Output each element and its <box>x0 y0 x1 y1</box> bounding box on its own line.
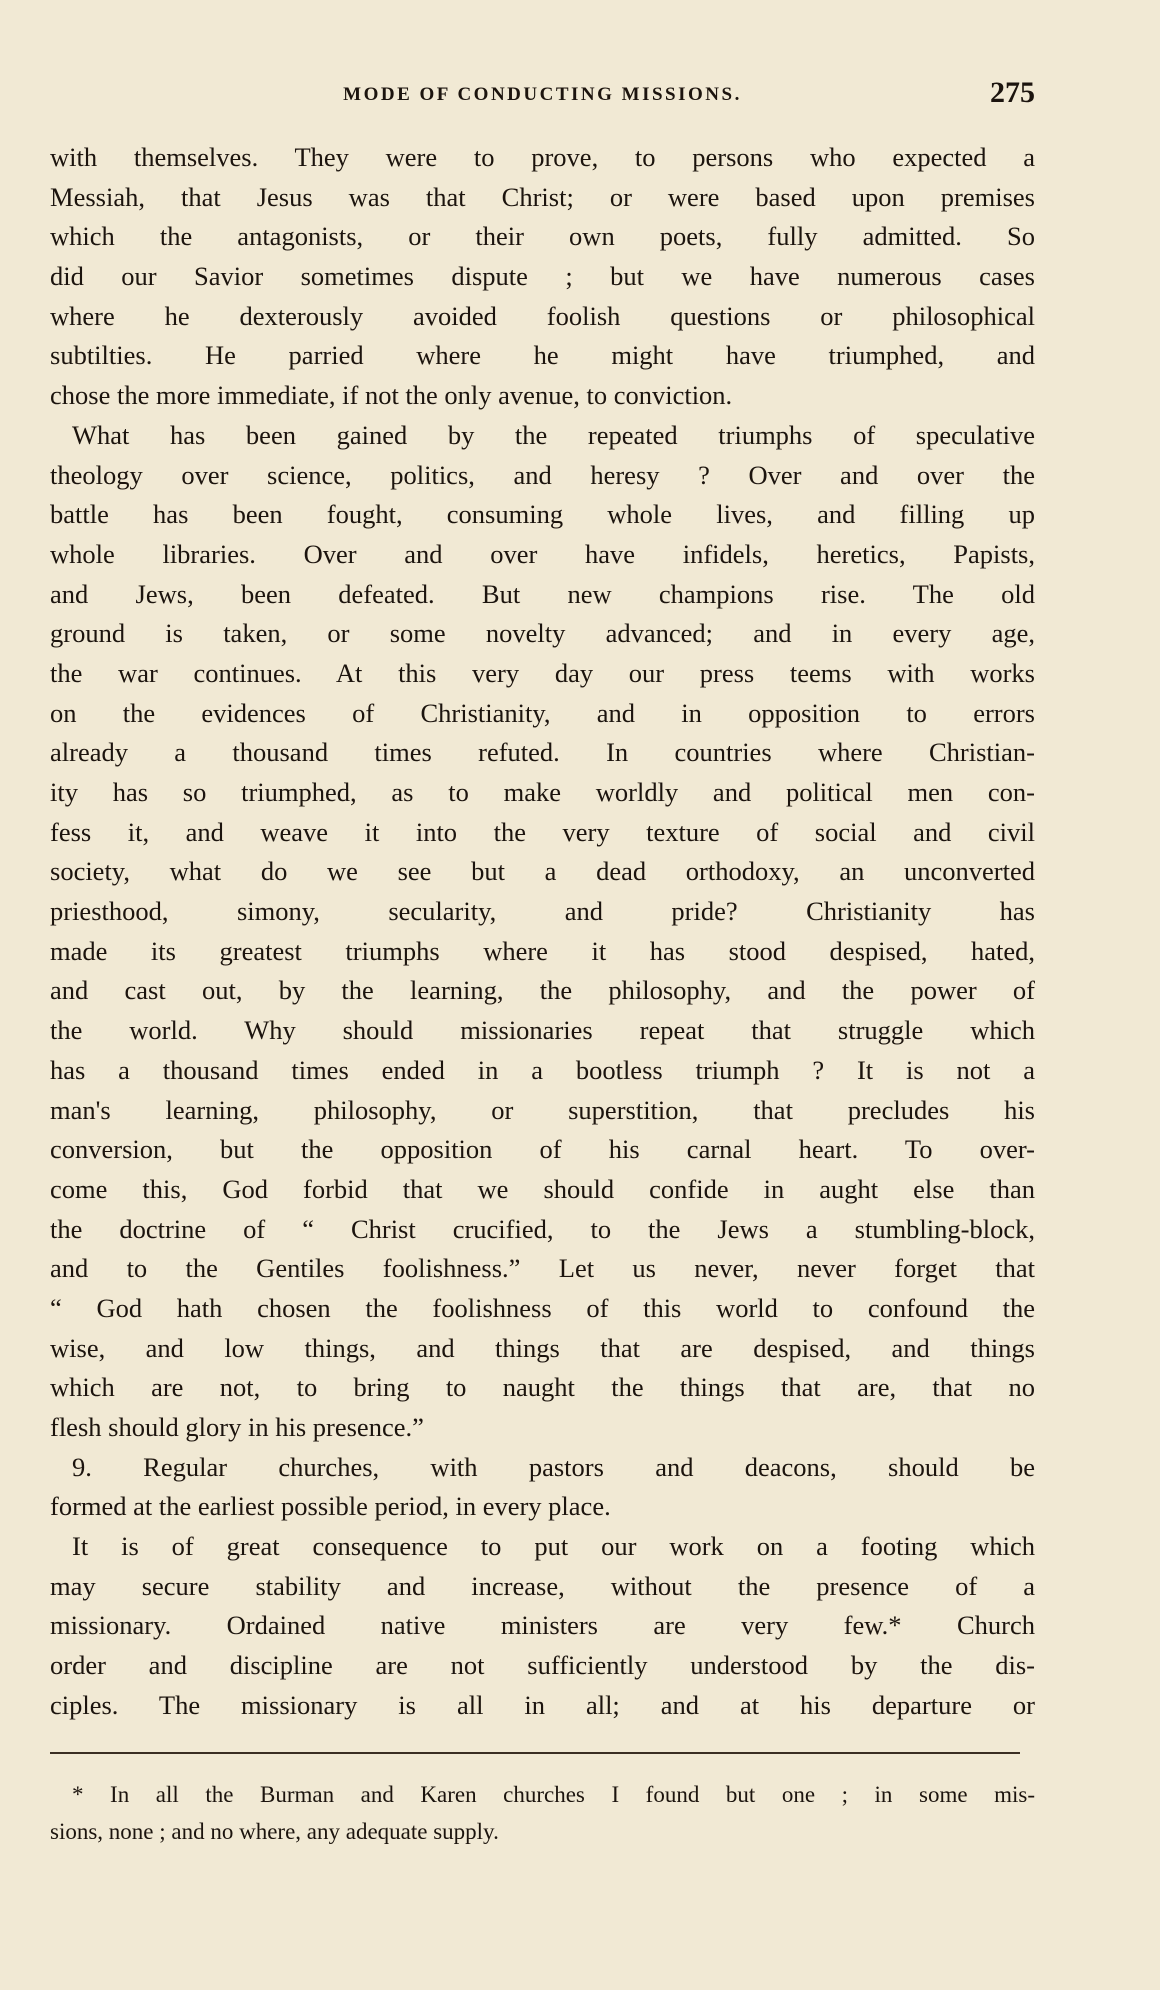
text-line: where he dexterously avoided foolish questions or philosophical <box>50 300 1035 331</box>
text-line: ground is taken, or some novelty advanced; and in every age, <box>50 618 1035 649</box>
text-line: and Jews, been defeated. But new champions rise. The old <box>50 578 1035 609</box>
text-line: What has been gained by the repeated triumphs of speculative <box>72 419 1035 450</box>
text-line: theology over science, politics, and heresy ? Over and over the <box>50 459 1035 490</box>
text-line: on the evidences of Christianity, and in opposition to errors <box>50 697 1035 728</box>
text-line: made its greatest triumphs where it has stood despised, hated, <box>50 935 1035 966</box>
text-line: whole libraries. Over and over have infidels, heretics, Papists, <box>50 538 1035 569</box>
text-line: the doctrine of “ Christ crucified, to the Jews a stumbling-block, <box>50 1213 1035 1244</box>
text-line: conversion, but the opposition of his carnal heart. To over- <box>50 1134 1035 1165</box>
text-line: chose the more immediate, if not the only avenue, to conviction. <box>50 380 733 411</box>
page-number: 275 <box>990 76 1035 109</box>
text-line: which the antagonists, or their own poets, fully admitted. So <box>50 221 1035 252</box>
footnote-rule <box>50 1752 1020 1754</box>
text-line: and to the Gentiles foolishness.” Let us never, never forget that <box>50 1253 1035 1284</box>
text-line: man's learning, philosophy, or superstition, that precludes his <box>50 1094 1035 1125</box>
page-header <box>50 72 1035 112</box>
footnote-line: * In all the Burman and Karen churches I found but one ; in some mis- <box>72 1782 1035 1807</box>
text-line: battle has been fought, consuming whole lives, and filling up <box>50 499 1035 530</box>
text-line: missionary. Ordained native ministers are very few.* Church <box>50 1610 1035 1641</box>
text-line: did our Savior sometimes dispute ; but we have numerous cases <box>50 261 1035 292</box>
text-line: “ God hath chosen the foolishness of this world to confound the <box>50 1292 1035 1323</box>
text-line: Messiah, that Jesus was that Christ; or were based upon premises <box>50 181 1035 212</box>
text-line: may secure stability and increase, without the presence of a <box>50 1570 1035 1601</box>
text-line: has a thousand times ended in a bootless triumph ? It is not a <box>50 1054 1035 1085</box>
text-line: fess it, and weave it into the very texture of social and civil <box>50 816 1035 847</box>
text-line: ciples. The missionary is all in all; and at his departure or <box>50 1689 1035 1720</box>
running-head: MODE OF CONDUCTING MISSIONS. <box>343 84 742 105</box>
text-line: come this, God forbid that we should confide in aught else than <box>50 1173 1035 1204</box>
text-line: order and discipline are not sufficiently understood by the dis- <box>50 1650 1035 1681</box>
text-line: society, what do we see but a dead orthodoxy, an unconverted <box>50 856 1035 887</box>
text-line: and cast out, by the learning, the philosophy, and the power of <box>50 975 1035 1006</box>
text-line: flesh should glory in his presence.” <box>50 1412 424 1442</box>
text-line: the world. Why should missionaries repeat that struggle which <box>50 1015 1035 1046</box>
section-heading-line: 9. Regular churches, with pastors and deacons, should be <box>72 1451 1035 1482</box>
text-line: with themselves. They were to prove, to persons who expected a <box>50 142 1035 172</box>
text-line: subtilties. He parried where he might have triumphed, and <box>50 340 1035 371</box>
text-line: which are not, to bring to naught the things that are, that no <box>50 1372 1035 1403</box>
text-line: ity has so triumphed, as to make worldly and political men con- <box>50 777 1035 807</box>
body-text <box>50 138 1035 1726</box>
footnote-line: sions, none ; and no where, any adequate supply. <box>50 1819 499 1844</box>
text-line: already a thousand times refuted. In countries where Christian- <box>50 737 1035 768</box>
footnote <box>50 1776 1035 1850</box>
text-line: It is of great consequence to put our work on a footing which <box>72 1531 1035 1562</box>
text-line: the war continues. At this very day our press teems with works <box>50 657 1035 688</box>
text-line: wise, and low things, and things that are despised, and things <box>50 1332 1035 1363</box>
text-line: priesthood, simony, secularity, and pride? Christianity has <box>50 896 1035 927</box>
section-heading-line: formed at the earliest possible period, in every place. <box>50 1491 611 1522</box>
